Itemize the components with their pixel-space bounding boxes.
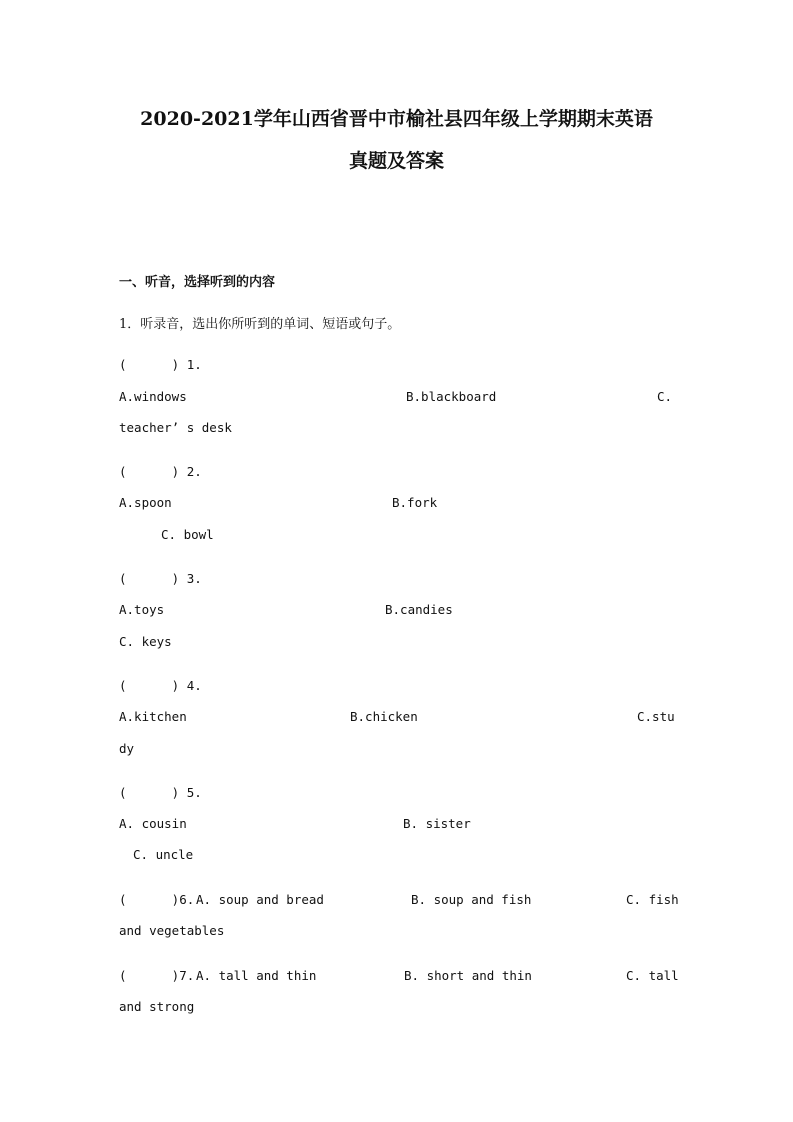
question-6-option-c-continued: and vegetables [119, 923, 225, 938]
question-4-option-a: A.kitchen [119, 709, 187, 724]
question-2-option-a: A.spoon [119, 495, 172, 510]
question-7-option-a: A. tall and thin [196, 968, 317, 983]
question-1-option-c: C. [657, 389, 673, 404]
question-6-option-c: C. fish [626, 892, 679, 907]
question-5-number: ( ) 5. [119, 785, 202, 800]
question-2-number: ( ) 2. [119, 464, 202, 479]
section-heading: 一、听音，选择听到的内容 [119, 275, 276, 290]
question-4-option-b: B.chicken [350, 709, 418, 724]
question-5-option-b: B. sister [403, 816, 471, 831]
question-7-option-c-continued: and strong [119, 999, 195, 1014]
document-title-line-2: 真题及答案 [348, 150, 444, 172]
question-3-number: ( ) 3. [119, 571, 202, 586]
section-instruction: 1．听录音，选出你所听到的单词、短语或句子。 [119, 317, 401, 332]
question-6-option-b: B. soup and fish [411, 892, 532, 907]
question-4-number: ( ) 4. [119, 678, 202, 693]
question-4-option-c-continued: dy [119, 741, 135, 756]
question-3-option-a: A.toys [119, 602, 165, 617]
question-7-option-c: C. tall [626, 968, 679, 983]
question-1-option-a: A.windows [119, 389, 187, 404]
question-4-option-c: C.stu [637, 709, 675, 724]
question-7-number: ( )7. [119, 968, 195, 983]
question-3-option-c: C. keys [119, 634, 172, 649]
question-5-option-a: A. cousin [119, 816, 187, 831]
question-2-option-c: C. bowl [161, 527, 214, 542]
question-1-option-b: B.blackboard [406, 389, 497, 404]
question-5-option-c: C. uncle [133, 847, 194, 862]
question-1-number: ( ) 1. [119, 357, 202, 372]
document-title-line-1: 2020-2021学年山西省晋中市榆社县四年级上学期期末英语 [140, 108, 653, 130]
question-7-option-b: B. short and thin [404, 968, 532, 983]
question-6-option-a: A. soup and bread [196, 892, 324, 907]
question-6-number: ( )6. [119, 892, 195, 907]
question-3-option-b: B.candies [385, 602, 453, 617]
question-1-option-c-continued: teacher’ s desk [119, 420, 232, 435]
question-2-option-b: B.fork [392, 495, 438, 510]
